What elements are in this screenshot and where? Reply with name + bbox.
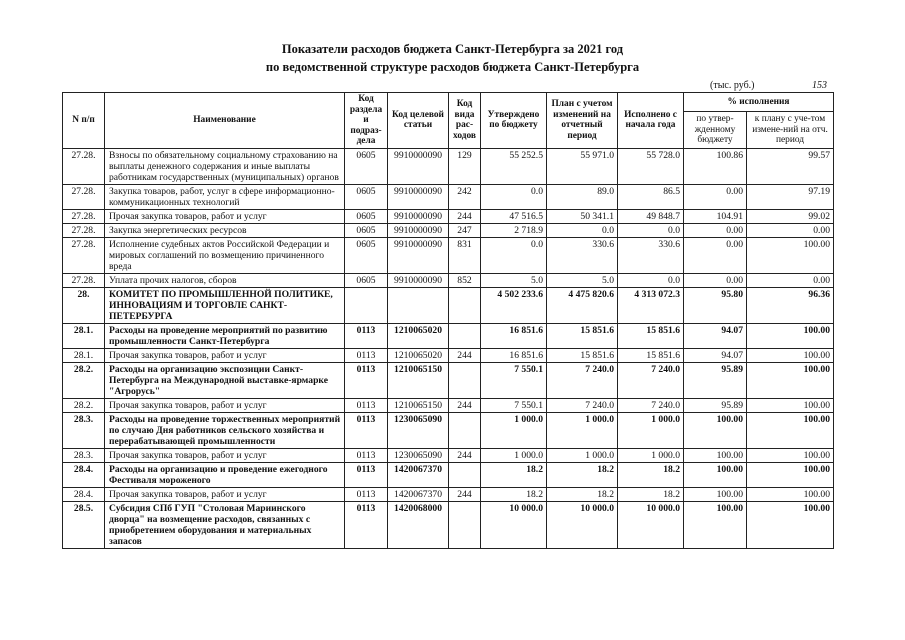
- units-label: (тыс. руб.): [710, 80, 755, 91]
- row-approved: 1 000.0: [481, 412, 547, 448]
- row-pct-plan: 100.00: [747, 462, 834, 487]
- page-title: Показатели расходов бюджета Санкт-Петербурга за 2021 год: [281, 42, 624, 56]
- row-target-code: 9910000090: [388, 184, 449, 209]
- row-plan: 0.0: [547, 223, 618, 237]
- row-pct-approved: 0.00: [684, 237, 747, 273]
- row-kind-code: 244: [449, 398, 481, 412]
- row-pct-approved: 95.89: [684, 398, 747, 412]
- row-section-code: 0113: [345, 462, 388, 487]
- row-kind-code: [449, 287, 481, 323]
- row-target-code: 9910000090: [388, 148, 449, 184]
- row-plan: 10 000.0: [547, 501, 618, 548]
- row-name: Прочая закупка товаров, работ и услуг: [105, 487, 345, 501]
- table-row: [63, 398, 834, 412]
- row-approved: 55 252.5: [481, 148, 547, 184]
- row-approved: 1 000.0: [481, 448, 547, 462]
- header-executed: Исполнено с начала года: [618, 93, 684, 149]
- row-plan: 1 000.0: [547, 448, 618, 462]
- row-section-code: 0113: [345, 398, 388, 412]
- row-pct-plan: 100.00: [747, 398, 834, 412]
- row-executed: 0.0: [618, 223, 684, 237]
- row-kind-code: [449, 362, 481, 398]
- row-plan: 330.6: [547, 237, 618, 273]
- row-number: 27.28.: [63, 223, 105, 237]
- row-approved: 10 000.0: [481, 501, 547, 548]
- row-kind-code: [449, 501, 481, 548]
- row-number: 28.2.: [63, 362, 105, 398]
- row-section-code: 0605: [345, 223, 388, 237]
- row-kind-code: [449, 462, 481, 487]
- row-pct-plan: 99.02: [747, 209, 834, 223]
- row-kind-code: 129: [449, 148, 481, 184]
- row-plan: 1 000.0: [547, 412, 618, 448]
- row-pct-approved: 100.86: [684, 148, 747, 184]
- row-pct-plan: 99.57: [747, 148, 834, 184]
- row-approved: 0.0: [481, 184, 547, 209]
- row-pct-plan: 100.00: [747, 501, 834, 548]
- row-name: Расходы на проведение мероприятий по развитию промышленности Санкт-Петербурга: [105, 323, 345, 348]
- row-executed: 7 240.0: [618, 362, 684, 398]
- row-section-code: 0113: [345, 487, 388, 501]
- row-approved: 18.2: [481, 462, 547, 487]
- row-plan: 15 851.6: [547, 348, 618, 362]
- row-section-code: 0113: [345, 448, 388, 462]
- row-kind-code: 244: [449, 487, 481, 501]
- row-name: КОМИТЕТ ПО ПРОМЫШЛЕННОЙ ПОЛИТИКЕ, ИННОВАЦИЯМ И ТОРГОВЛЕ САНКТ-ПЕТЕРБУРГА: [105, 287, 345, 323]
- row-name: Расходы на проведение торжественных мероприятий по случаю Дня работников сельского хозяйства и перерабатывающей промышленности: [105, 412, 345, 448]
- row-approved: 18.2: [481, 487, 547, 501]
- row-number: 28.5.: [63, 501, 105, 548]
- row-executed: 4 313 072.3: [618, 287, 684, 323]
- table-row: [63, 487, 834, 501]
- row-pct-plan: 96.36: [747, 287, 834, 323]
- row-plan: 18.2: [547, 462, 618, 487]
- row-pct-approved: 0.00: [684, 184, 747, 209]
- row-pct-plan: 100.00: [747, 487, 834, 501]
- row-executed: 1 000.0: [618, 412, 684, 448]
- row-approved: 0.0: [481, 237, 547, 273]
- row-pct-approved: 95.89: [684, 362, 747, 398]
- page-subtitle: по ведомственной структуре расходов бюджета Санкт-Петербурга: [265, 60, 640, 74]
- table-row: [63, 209, 834, 223]
- row-plan: 50 341.1: [547, 209, 618, 223]
- row-target-code: 9910000090: [388, 209, 449, 223]
- row-number: 27.28.: [63, 237, 105, 273]
- table-row: [63, 362, 834, 398]
- header-pct-group: % исполнения: [684, 93, 834, 112]
- row-target-code: 1420068000: [388, 501, 449, 548]
- header-section: Код раздела и подраз-дела: [345, 93, 388, 149]
- row-number: 28.4.: [63, 487, 105, 501]
- row-executed: 55 728.0: [618, 148, 684, 184]
- row-pct-approved: 95.80: [684, 287, 747, 323]
- row-number: 28.2.: [63, 398, 105, 412]
- row-pct-plan: 0.00: [747, 273, 834, 287]
- header-kind: Код вида рас-ходов: [449, 93, 481, 149]
- table-row: [63, 412, 834, 448]
- row-pct-approved: 100.00: [684, 462, 747, 487]
- row-name: Субсидия СПб ГУП "Столовая Мариинского дворца" на возмещение расходов, связанных с приобретением оборудования и материальных запасов: [105, 501, 345, 548]
- row-approved: 2 718.9: [481, 223, 547, 237]
- row-section-code: 0113: [345, 412, 388, 448]
- row-number: 28.1.: [63, 323, 105, 348]
- row-section-code: 0113: [345, 362, 388, 398]
- row-pct-approved: 100.00: [684, 412, 747, 448]
- row-pct-plan: 100.00: [747, 237, 834, 273]
- row-plan: 89.0: [547, 184, 618, 209]
- row-approved: 4 502 233.6: [481, 287, 547, 323]
- row-name: Расходы на организацию и проведение ежегодного Фестиваля мороженого: [105, 462, 345, 487]
- row-target-code: 9910000090: [388, 223, 449, 237]
- row-section-code: 0605: [345, 184, 388, 209]
- row-target-code: 9910000090: [388, 273, 449, 287]
- row-executed: 49 848.7: [618, 209, 684, 223]
- row-plan: 5.0: [547, 273, 618, 287]
- row-name: Прочая закупка товаров, работ и услуг: [105, 448, 345, 462]
- row-target-code: 1420067370: [388, 462, 449, 487]
- row-pct-plan: 97.19: [747, 184, 834, 209]
- row-target-code: 1210065020: [388, 348, 449, 362]
- row-pct-approved: 100.00: [684, 501, 747, 548]
- row-plan: 18.2: [547, 487, 618, 501]
- row-pct-plan: 0.00: [747, 223, 834, 237]
- row-executed: 0.0: [618, 273, 684, 287]
- row-pct-approved: 94.07: [684, 323, 747, 348]
- row-target-code: [388, 287, 449, 323]
- row-kind-code: 247: [449, 223, 481, 237]
- header-name: Наименование: [105, 93, 345, 149]
- row-executed: 7 240.0: [618, 398, 684, 412]
- row-kind-code: 244: [449, 209, 481, 223]
- row-pct-plan: 100.00: [747, 362, 834, 398]
- row-number: 28.4.: [63, 462, 105, 487]
- row-name: Взносы по обязательному социальному страхованию на выплаты денежного содержания и иные выплаты работникам государственных (муниципальных) органов: [105, 148, 345, 184]
- table-row: [63, 323, 834, 348]
- table-row: [63, 237, 834, 273]
- row-name: Прочая закупка товаров, работ и услуг: [105, 348, 345, 362]
- row-number: 28.: [63, 287, 105, 323]
- row-name: Прочая закупка товаров, работ и услуг: [105, 398, 345, 412]
- row-number: 27.28.: [63, 209, 105, 223]
- row-number: 28.1.: [63, 348, 105, 362]
- row-approved: 16 851.6: [481, 323, 547, 348]
- row-executed: 1 000.0: [618, 448, 684, 462]
- row-section-code: 0113: [345, 323, 388, 348]
- table-row: [63, 148, 834, 184]
- row-executed: 10 000.0: [618, 501, 684, 548]
- row-approved: 16 851.6: [481, 348, 547, 362]
- row-kind-code: 244: [449, 448, 481, 462]
- header-approved: Утверждено по бюджету: [481, 93, 547, 149]
- row-executed: 18.2: [618, 462, 684, 487]
- row-section-code: 0113: [345, 348, 388, 362]
- row-number: 27.28.: [63, 273, 105, 287]
- row-executed: 15 851.6: [618, 348, 684, 362]
- row-pct-plan: 100.00: [747, 323, 834, 348]
- row-pct-plan: 100.00: [747, 412, 834, 448]
- row-name: Закупка энергетических ресурсов: [105, 223, 345, 237]
- row-approved: 5.0: [481, 273, 547, 287]
- table-row: [63, 287, 834, 323]
- row-number: 27.28.: [63, 184, 105, 209]
- row-kind-code: 852: [449, 273, 481, 287]
- row-approved: 7 550.1: [481, 398, 547, 412]
- header-num: N п/п: [63, 93, 105, 149]
- row-pct-approved: 0.00: [684, 223, 747, 237]
- expenditure-table: [62, 92, 834, 549]
- row-executed: 330.6: [618, 237, 684, 273]
- header-target: Код целевой статьи: [388, 93, 449, 149]
- row-plan: 7 240.0: [547, 362, 618, 398]
- table-row: [63, 448, 834, 462]
- row-kind-code: 831: [449, 237, 481, 273]
- row-section-code: 0605: [345, 209, 388, 223]
- header-plan: План с учетом изменений на отчетный период: [547, 93, 618, 149]
- row-plan: 4 475 820.6: [547, 287, 618, 323]
- row-number: 27.28.: [63, 148, 105, 184]
- row-executed: 15 851.6: [618, 323, 684, 348]
- row-kind-code: 244: [449, 348, 481, 362]
- header-pct-plan: к плану с уче-том измене-ний на отч. период: [747, 112, 834, 148]
- row-kind-code: 242: [449, 184, 481, 209]
- row-name: Закупка товаров, работ, услуг в сфере информационно-коммуникационных технологий: [105, 184, 345, 209]
- row-section-code: 0113: [345, 501, 388, 548]
- row-name: Исполнение судебных актов Российской Федерации и мировых соглашений по возмещению причиненного вреда: [105, 237, 345, 273]
- row-target-code: 1210065150: [388, 362, 449, 398]
- row-section-code: 0605: [345, 273, 388, 287]
- table-row: [63, 348, 834, 362]
- row-name: Расходы на организацию экспозиции Санкт-Петербурга на Международной выставке-ярмарке "Агрорусь": [105, 362, 345, 398]
- row-target-code: 1210065020: [388, 323, 449, 348]
- row-target-code: 1420067370: [388, 487, 449, 501]
- row-name: Уплата прочих налогов, сборов: [105, 273, 345, 287]
- row-pct-approved: 94.07: [684, 348, 747, 362]
- row-approved: 7 550.1: [481, 362, 547, 398]
- table-row: [63, 184, 834, 209]
- table-row: [63, 273, 834, 287]
- row-pct-plan: 100.00: [747, 348, 834, 362]
- row-target-code: 1210065150: [388, 398, 449, 412]
- row-pct-approved: 0.00: [684, 273, 747, 287]
- row-plan: 15 851.6: [547, 323, 618, 348]
- row-section-code: 0605: [345, 148, 388, 184]
- row-executed: 86.5: [618, 184, 684, 209]
- row-section-code: 0605: [345, 237, 388, 273]
- header-pct-approved: по утвер-жденному бюджету: [684, 112, 747, 148]
- row-pct-approved: 100.00: [684, 448, 747, 462]
- row-plan: 55 971.0: [547, 148, 618, 184]
- row-approved: 47 516.5: [481, 209, 547, 223]
- table-row: [63, 501, 834, 548]
- row-kind-code: [449, 412, 481, 448]
- row-pct-approved: 104.91: [684, 209, 747, 223]
- row-pct-approved: 100.00: [684, 487, 747, 501]
- row-plan: 7 240.0: [547, 398, 618, 412]
- row-kind-code: [449, 323, 481, 348]
- table-row: [63, 223, 834, 237]
- table-row: [63, 462, 834, 487]
- page-number: 153: [812, 80, 827, 91]
- row-executed: 18.2: [618, 487, 684, 501]
- row-section-code: [345, 287, 388, 323]
- row-pct-plan: 100.00: [747, 448, 834, 462]
- row-number: 28.3.: [63, 448, 105, 462]
- row-target-code: 9910000090: [388, 237, 449, 273]
- row-name: Прочая закупка товаров, работ и услуг: [105, 209, 345, 223]
- row-number: 28.3.: [63, 412, 105, 448]
- row-target-code: 1230065090: [388, 448, 449, 462]
- row-target-code: 1230065090: [388, 412, 449, 448]
